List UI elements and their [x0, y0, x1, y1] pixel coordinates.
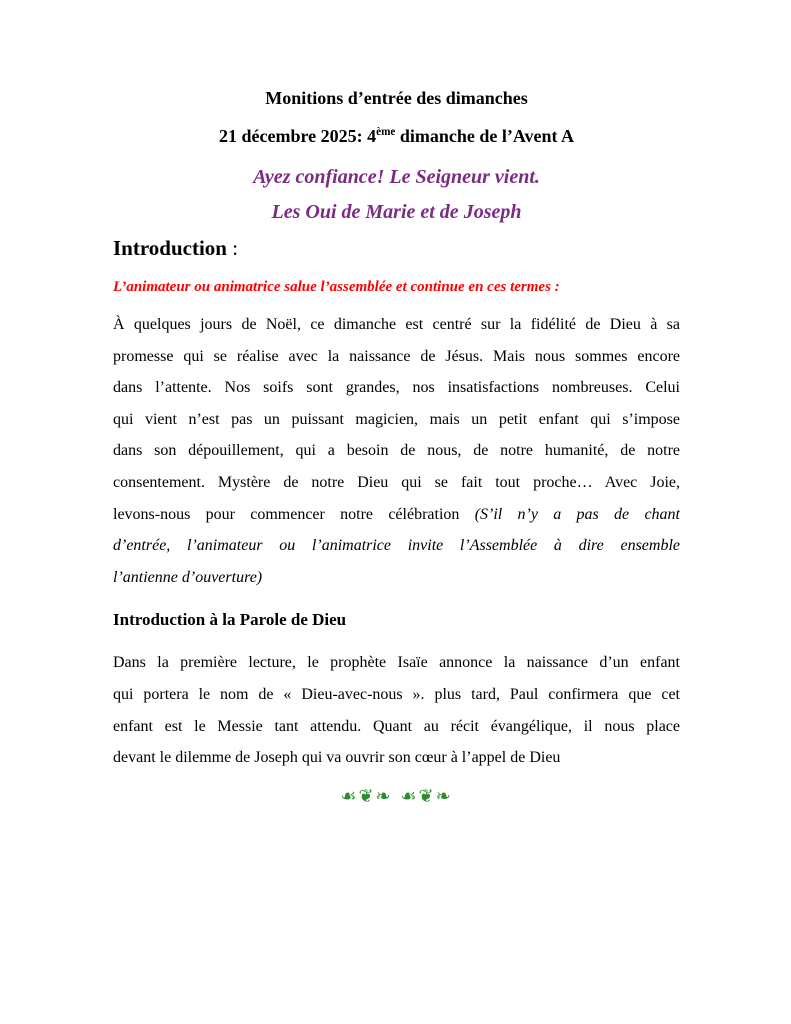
- paragraph-line: [113, 530, 680, 562]
- paragraph-segment: qui portera le nom de « Dieu-avec-nous ». plus tard, Paul confirmera que cet: [113, 685, 680, 703]
- paragraph-segment: Dans la première lecture, le prophète Isaïe annonce la naissance d’un enfant: [113, 654, 680, 672]
- paragraph-line: [113, 711, 680, 743]
- paragraph-segment: devant le dilemme de Joseph qui va ouvrir son cœur à l’appel de Dieu: [113, 749, 561, 767]
- theme-line-1: Ayez confiance! Le Seigneur vient.: [253, 166, 540, 188]
- theme-line-2: Les Oui de Marie et de Joseph: [271, 201, 522, 223]
- paragraph-line: [113, 372, 680, 404]
- paragraph-line: [113, 647, 680, 679]
- paragraph-segment: qui vient n’est pas un puissant magicien, mais un petit enfant qui s’impose: [113, 410, 680, 428]
- paragraph-segment: levons-nous pour commencer notre célébration: [113, 505, 475, 523]
- paragraph-line: [113, 499, 680, 531]
- paragraph-introduction: [113, 309, 680, 593]
- paragraph-segment: À quelques jours de Noël, ce dimanche est centré sur la fidélité de Dieu à sa: [113, 316, 680, 333]
- document-title-line-1: Monitions d’entrée des dimanches: [265, 88, 528, 108]
- paragraph-line: [113, 435, 680, 467]
- title-ordinal-superscript: ème: [376, 126, 396, 138]
- paragraph-segment-italic: l’antienne d’ouverture): [113, 568, 263, 586]
- section-heading-introduction: [113, 235, 680, 261]
- paragraph-segment: dans l’attente. Nos soifs sont grandes, nos insatisfactions nombreuses. Celui: [113, 379, 680, 397]
- floral-divider-ornament: ☙❦❧ ☙❦❧: [340, 785, 453, 807]
- title-date-prefix: 21 décembre 2025: 4: [218, 126, 377, 146]
- paragraph-segment-italic: (S’il n’y a pas de chant: [474, 505, 680, 523]
- paragraph-line: [113, 404, 680, 436]
- paragraph-line: [113, 562, 680, 594]
- paragraph-line: [113, 341, 680, 373]
- rubric-text: L’animateur ou animatrice salue l’assemblée et continue en ces termes :: [113, 279, 560, 295]
- paragraph-line: [113, 742, 680, 774]
- paragraph-line: [113, 467, 680, 499]
- section-heading-introduction-text: Introduction: [113, 236, 227, 260]
- paragraph-segment-italic: d’entrée, l’animateur ou l’animatrice invite l’Assemblée à dire ensemble: [113, 537, 680, 555]
- title-date-suffix: dimanche de l’Avent A: [395, 126, 574, 146]
- paragraph-parole: [113, 647, 680, 773]
- paragraph-line: [113, 309, 680, 341]
- paragraph-segment: promesse qui se réalise avec la naissance de Jésus. Mais nous sommes encore: [113, 347, 680, 365]
- paragraph-line: [113, 679, 680, 711]
- paragraph-segment: enfant est le Messie tant attendu. Quant au récit évangélique, il nous place: [113, 717, 680, 735]
- section-heading-parole: Introduction à la Parole de Dieu: [113, 610, 347, 630]
- paragraph-segment: consentement. Mystère de notre Dieu qui se fait tout proche… Avec Joie,: [113, 473, 680, 491]
- document-title-line-2: [113, 124, 680, 148]
- section-heading-introduction-colon: :: [226, 236, 239, 260]
- paragraph-segment: dans son dépouillement, qui a besoin de nous, de notre humanité, de notre: [113, 442, 680, 460]
